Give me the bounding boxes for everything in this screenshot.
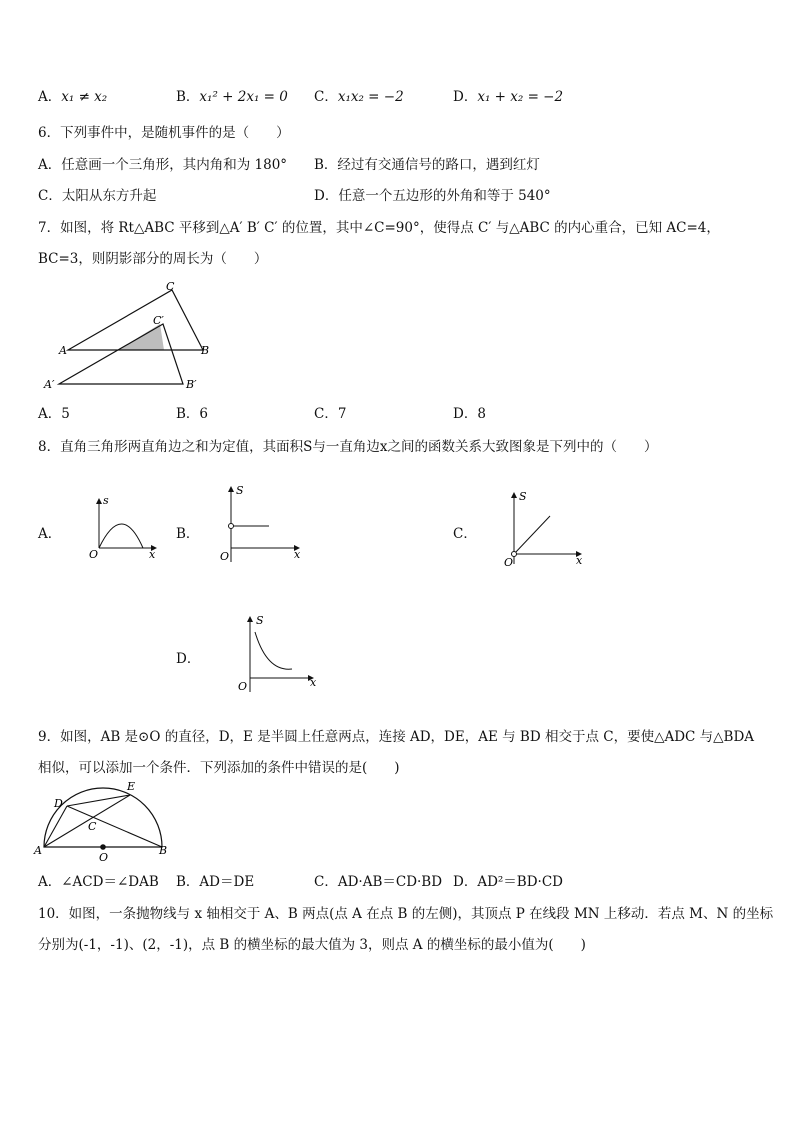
q8a-y-label: s [103,494,109,507]
q7-label-c1: C′ [153,314,164,327]
q10-stem-line1: 10．如图，一条抛物线与 x 轴相交于 A、B 两点(点 A 在点 B 的左侧)，其顶点 P 在线段 MN 上移动．若点 M、N 的坐标 [38,906,774,922]
q7-label-b: B [201,344,210,357]
q8-graph-b [212,482,307,564]
q6-option-c: C．太阳从东方升起 [38,188,157,204]
q7-stem-line1: 7．如图，将 Rt△ABC 平移到△A′ B′ C′ 的位置，其中∠C=90°，使得点 C′ 与△ABC 的内心重合，已知 AC=4， [38,220,720,236]
q8b-y-label: S [236,484,244,497]
q8-option-d-label: D． [176,651,201,667]
q7-stem-line2: BC=3，则阴影部分的周长为（ ） [38,251,268,267]
q8a-origin: O [89,548,99,561]
q7-option-b: B．6 [176,406,209,422]
q9-option-b: B．AD＝DE [176,874,255,890]
q8-graph-d [230,612,322,694]
q8a-x-label: x [149,548,156,561]
q9-label-c: C [88,820,97,833]
q9-stem-line2: 相似，可以添加一个条件．下列添加的条件中错误的是( ) [38,760,400,776]
q7-label-c: C [166,280,175,293]
q8b-x-label: x [294,548,301,561]
q7-triangle-a1b1c1 [59,324,183,384]
q7-option-a: A．5 [38,406,70,422]
q8c-x-label: x [576,554,583,567]
q9-option-c: C．AD·AB＝CD·BD [314,874,443,890]
q8c-y-label: S [519,490,527,503]
q7-label-a: A [59,344,67,357]
q5-option-b: B．x₁² + 2x₁ = 0 [176,89,288,105]
q9-label-a: A [34,844,42,857]
q7-label-b1: B′ [186,378,197,391]
q8d-y-label: S [256,614,264,627]
q7-option-d: D．8 [453,406,486,422]
q6-option-a: A．任意画一个三角形，其内角和为 180° [38,157,288,173]
q5-option-c: C．x₁x₂ = −2 [314,89,404,105]
q5-option-d: D．x₁ + x₂ = −2 [453,89,564,105]
q8c-origin: O [504,556,514,568]
q8d-x-label: x [310,676,317,689]
q8-option-a-label: A． [38,526,62,542]
q6-option-d: D．任意一个五边形的外角和等于 540° [314,188,551,204]
q8-option-c-label: C． [453,526,477,542]
q7-triangle-figure [40,278,230,396]
q9-stem-line1: 9．如图，AB 是⊙O 的直径，D，E 是半圆上任意两点，连接 AD，DE，AE 与 BD 相交于点 C，要使△ADC 与△BDA [38,729,755,745]
q8-graph-a [85,492,160,562]
q9-label-e: E [127,780,136,793]
q5-option-a: A．x₁ ≠ x₂ [38,89,108,105]
q9-option-a: A．∠ACD＝∠DAB [38,874,159,890]
q9-label-o: O [99,851,109,862]
q9-center-point [100,844,106,850]
q8d-origin: O [238,680,248,693]
q7-label-a1: A′ [44,378,55,391]
q8-graph-c [500,488,590,568]
q8b-origin: O [220,550,230,563]
q8-option-b-label: B． [176,526,200,542]
q10-stem-line2: 分别为(-1，-1)、(2，-1)，点 B 的横坐标的最大值为 3，则点 A 的横坐标的最小值为( ) [38,937,586,953]
q6-option-b: B．经过有交通信号的路口，遇到红灯 [314,157,540,173]
q9-label-b: B [159,844,168,857]
q9-semicircle-figure [32,780,177,862]
q6-stem: 6．下列事件中，是随机事件的是（ ） [38,125,290,141]
q9-option-d: D．AD²＝BD·CD [453,874,563,890]
q8-stem: 8．直角三角形两直角边之和为定值，其面积S与一直角边x之间的函数关系大致图象是下列中的（ ） [38,439,658,455]
q9-label-d: D [54,797,63,810]
q7-option-c: C．7 [314,406,347,422]
